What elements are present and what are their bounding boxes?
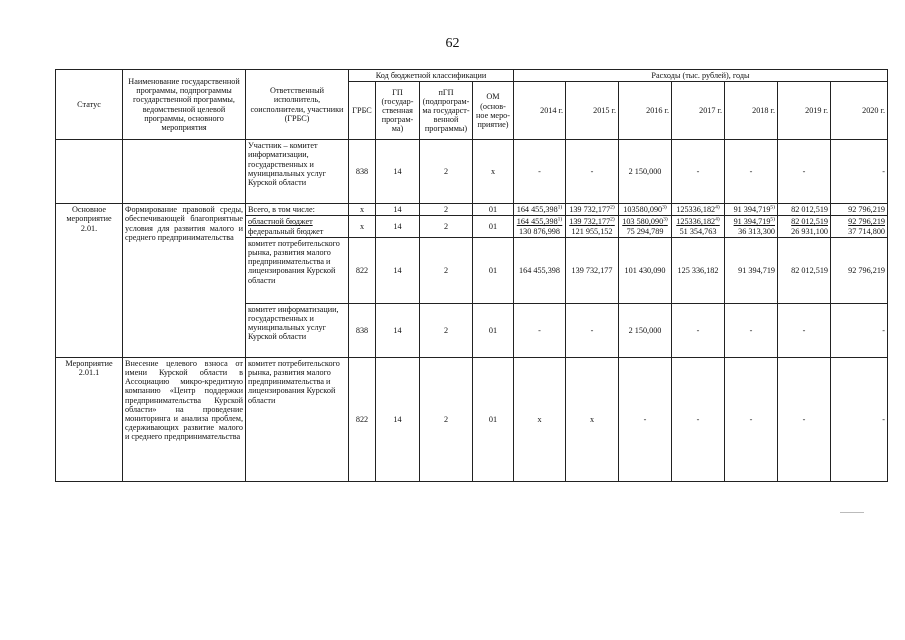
- total-2014: 164 455,398$^{1)}$: [514, 204, 566, 216]
- committee-838-executor: комитет информатизации, государственных и муниципальных услуг Курской области: [246, 303, 349, 357]
- committee-822-2015: 139 732,177: [566, 237, 619, 303]
- header-om: ОМ (основ-ное меро-приятие): [473, 82, 514, 140]
- total-2018: 91 394,719$^{5)}$: [725, 204, 778, 216]
- activity-2011-gp: 14: [376, 357, 420, 481]
- header-executor: Ответственный исполнитель, соисполнители, участники (ГРБС): [246, 70, 349, 140]
- committee-822-2018: 91 394,719: [725, 237, 778, 303]
- committee-838-2015: -: [566, 303, 619, 357]
- name-cell-empty: [123, 140, 246, 204]
- total-2016: 103580,090$^{3)}$: [619, 204, 672, 216]
- total-2015: 139 732,177$^{2)}$: [566, 204, 619, 216]
- activity-2011-status: Мероприятие 2.01.1: [56, 357, 123, 481]
- committee-838-2020: -: [831, 303, 888, 357]
- executor-cell: Участник – комитет информатизации, государственных и муниципальных услуг Курской области: [246, 140, 349, 204]
- pgp-cell: 2: [420, 140, 473, 204]
- budgets-2014: 164 455,398$^{1)}$ 130 876,998: [514, 216, 566, 237]
- activity-2011-name: Внесение целевого взноса от имени Курской области в Ассоциацию микро-кредитную компанию «Центр поддержки предпринимательства Курской области» на проведение мониторинга и анализа проблем, сдерживающих развитие малого и среднего предпринимательства: [123, 357, 246, 481]
- grbs-cell: 838: [349, 140, 376, 204]
- total-2017: 125336,182$^{4)}$: [672, 204, 725, 216]
- page-number: 62: [445, 36, 460, 51]
- value-2016: 2 150,000: [619, 140, 672, 204]
- header-year-2015: 2015 г.: [566, 82, 619, 140]
- header-grbs: ГРБС: [349, 82, 376, 140]
- budgets-2019: 82 012,519 26 931,100: [778, 216, 831, 237]
- header-status: Статус: [56, 70, 123, 140]
- committee-838-2018: -: [725, 303, 778, 357]
- header-year-2017: 2017 г.: [672, 82, 725, 140]
- committee-822-2016: 101 430,090: [619, 237, 672, 303]
- total-2019: 82 012,519: [778, 204, 831, 216]
- committee-822-pgp: 2: [420, 237, 473, 303]
- activity-2011-executor: комитет потребительского рынка, развития малого предпринимательства и лицензирования Курской области: [246, 357, 349, 481]
- header-year-2020: 2020 г.: [831, 82, 888, 140]
- committee-838-2014: -: [514, 303, 566, 357]
- committee-838-pgp: 2: [420, 303, 473, 357]
- status-cell-empty: [56, 140, 123, 204]
- header-name: Наименование государственной программы, подпрограммы государственной программы, ведомственной целевой программы, основного мероприятия: [123, 70, 246, 140]
- budget-labels: [246, 216, 349, 237]
- activity-2011-2014: х: [514, 357, 566, 481]
- value-2015: -: [566, 140, 619, 204]
- value-2019: -: [778, 140, 831, 204]
- committee-838-2019: -: [778, 303, 831, 357]
- value-2018: -: [725, 140, 778, 204]
- budgets-2015: 139 732,177$^{2)}$ 121 955,152: [566, 216, 619, 237]
- activity-2011-pgp: 2: [420, 357, 473, 481]
- table-row-total: [56, 204, 888, 216]
- table-row: [56, 140, 888, 204]
- gp-cell: 14: [376, 140, 420, 204]
- value-2014: -: [514, 140, 566, 204]
- activity-2011-2015: х: [566, 357, 619, 481]
- total-2020: 92 796,219: [831, 204, 888, 216]
- activity-2011-2018: -: [725, 357, 778, 481]
- budgets-2018: 91 394,719$^{5)}$ 36 313,300: [725, 216, 778, 237]
- budgets-grbs: х: [349, 216, 376, 237]
- budgets-2017: 125336,182$^{4)}$ 51 354,763: [672, 216, 725, 237]
- committee-838-grbs: 838: [349, 303, 376, 357]
- committee-822-om: 01: [473, 237, 514, 303]
- committee-822-2014: 164 455,398: [514, 237, 566, 303]
- committee-822-2020: 92 796,219: [831, 237, 888, 303]
- committee-822-2019: 82 012,519: [778, 237, 831, 303]
- activity-2011-2016: -: [619, 357, 672, 481]
- budgets-om: 01: [473, 216, 514, 237]
- committee-822-executor: комитет потребительского рынка, развития малого предпринимательства и лицензирования Курской области: [246, 237, 349, 303]
- activity-2011-grbs: 822: [349, 357, 376, 481]
- header-row-1: [56, 70, 888, 82]
- header-year-2018: 2018 г.: [725, 82, 778, 140]
- header-year-2016: 2016 г.: [619, 82, 672, 140]
- budgets-pgp: 2: [420, 216, 473, 237]
- regional-budget-label: областной бюджет: [248, 217, 313, 227]
- main-activity-name: Формирование правовой среды, обеспечивающей благоприятные условия для развития малого и среднего предпринимательства: [123, 204, 246, 358]
- header-pgp: пГП (подпрограм-ма государст-венной программы): [420, 82, 473, 140]
- total-grbs: х: [349, 204, 376, 216]
- budget-table: [55, 69, 888, 482]
- header-year-2019: 2019 г.: [778, 82, 831, 140]
- budgets-2016: 103 580,090$^{3)}$ 75 294,789: [619, 216, 672, 237]
- committee-822-gp: 14: [376, 237, 420, 303]
- header-expenses: Расходы (тыс. рублей), годы: [514, 70, 888, 82]
- total-gp: 14: [376, 204, 420, 216]
- total-pgp: 2: [420, 204, 473, 216]
- header-budget-code: Код бюджетной классификации: [349, 70, 514, 82]
- committee-822-2017: 125 336,182: [672, 237, 725, 303]
- table-row-activity-2011: [56, 357, 888, 481]
- total-label: Всего, в том числе:: [246, 204, 349, 216]
- budgets-2020: 92 796,219 37 714,800: [831, 216, 888, 237]
- activity-2011-2019: -: [778, 357, 831, 481]
- header-year-2014: 2014 г.: [514, 82, 566, 140]
- committee-822-grbs: 822: [349, 237, 376, 303]
- value-2020: -: [831, 140, 888, 204]
- value-2017: -: [672, 140, 725, 204]
- activity-2011-2020: -: [831, 357, 888, 481]
- committee-838-om: 01: [473, 303, 514, 357]
- activity-2011-om: 01: [473, 357, 514, 481]
- committee-838-gp: 14: [376, 303, 420, 357]
- federal-budget-label: федеральный бюджет: [248, 226, 324, 236]
- committee-838-2017: -: [672, 303, 725, 357]
- main-activity-status: Основное мероприятие 2.01.: [56, 204, 123, 358]
- scan-mark: [840, 512, 864, 513]
- budgets-gp: 14: [376, 216, 420, 237]
- activity-2011-2017: -: [672, 357, 725, 481]
- header-gp: ГП (государ-ственная програм-ма): [376, 82, 420, 140]
- om-cell: х: [473, 140, 514, 204]
- committee-838-2016: 2 150,000: [619, 303, 672, 357]
- total-om: 01: [473, 204, 514, 216]
